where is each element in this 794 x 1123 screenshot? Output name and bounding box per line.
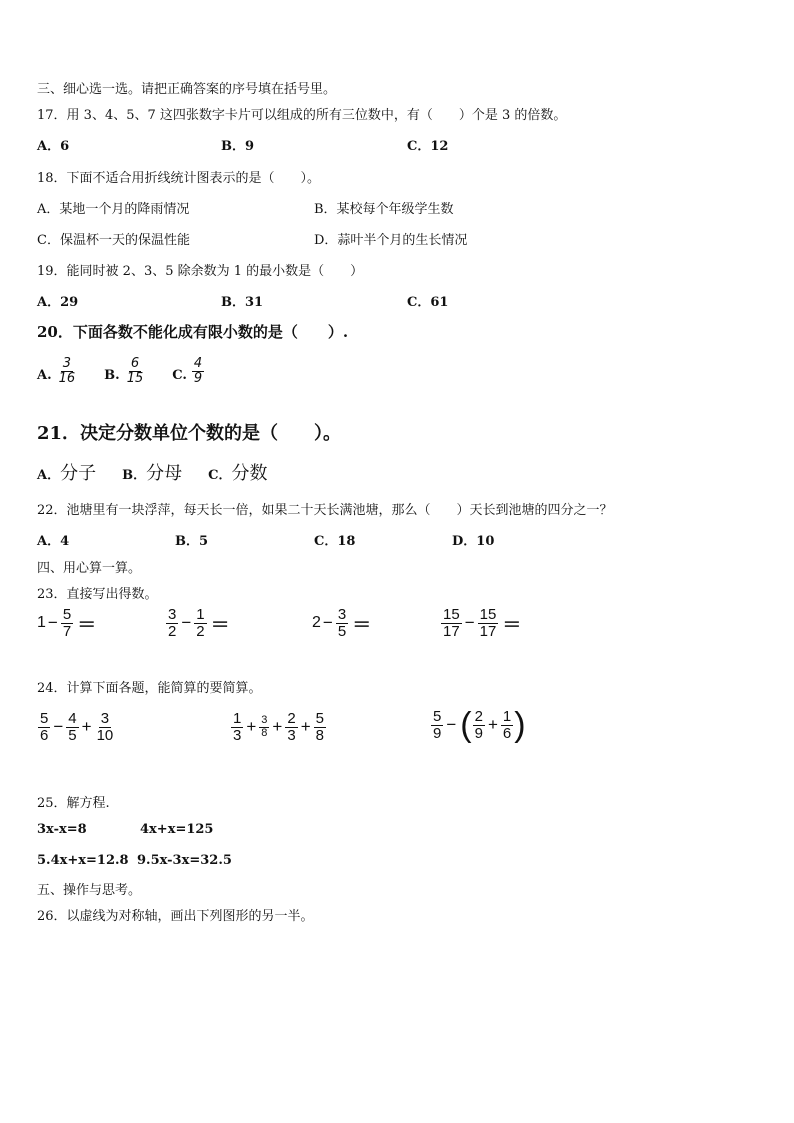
- q21-option-a-label: A．: [37, 468, 61, 483]
- q25-equation-2: 4x+x=125: [140, 822, 214, 837]
- q21-option-c-text: 分数: [231, 463, 268, 484]
- q19-option-c: C．61: [407, 295, 449, 310]
- q24-expression-1: $\frac{5}{6}$ − $\frac{4}{5}$ + $\frac{3}{10}$: [40, 710, 114, 744]
- question-19: 19．能同时被 2、3、5 除余数为 1 的最小数是（ ）: [37, 264, 364, 279]
- q22-option-a: A．4: [37, 534, 70, 549]
- q23-expression-3: 2 − $\frac{3}{5}$ ＝: [312, 606, 372, 640]
- q17-option-a: A．6: [37, 139, 70, 154]
- q25-equation-1: 3x-x=8: [37, 822, 87, 837]
- q18-option-c: C．保温杯一天的保温性能: [37, 233, 190, 248]
- q22-option-b: B．5: [175, 534, 209, 549]
- q18-option-d: D．蒜叶半个月的生长情况: [314, 233, 468, 248]
- q21-option-c-label: C．: [208, 468, 232, 483]
- question-17: 17．用 3、4、5、7 这四张数字卡片可以组成的所有三位数中，有（ ）个是 3 的倍数。: [37, 108, 567, 123]
- q19-option-a: A．29: [37, 295, 79, 310]
- q23-expression-2: $\frac{3}{2}$ − $\frac{1}{2}$ ＝: [168, 606, 230, 640]
- q20-option-a-fraction: $\frac{3}{16}$: [58, 356, 76, 386]
- question-22: 22．池塘里有一块浮萍，每天长一倍，如果二十天长满池塘，那么（ ）天长到池塘的四分之一？: [37, 503, 613, 518]
- question-23: 23．直接写出得数。: [37, 587, 158, 602]
- q23-expression-4: $\frac{15}{17}$ − $\frac{15}{17}$ ＝: [443, 606, 522, 640]
- q24-expression-3: $\frac{5}{9}$ − ( $\frac{2}{9}$ + $\frac{1}{6}$ ): [433, 706, 526, 744]
- q25-equation-4: 9.5x-3x=32.5: [137, 853, 232, 868]
- question-20: 20．下面各数不能化成有限小数的是（ ）.: [37, 323, 349, 341]
- question-26: 26．以虚线为对称轴，画出下列图形的另一半。: [37, 909, 314, 924]
- q18-option-a: A．某地一个月的降雨情况: [37, 202, 190, 217]
- q21-option-b-text: 分母: [146, 463, 183, 484]
- question-25: 25．解方程.: [37, 796, 110, 811]
- question-21: 21．决定分数单位个数的是（ ）。: [37, 423, 342, 444]
- question-24: 24．计算下面各题，能简算的要简算。: [37, 681, 262, 696]
- section-heading-5: 五、操作与思考。: [37, 883, 142, 898]
- q23-expression-1: 1 − $\frac{5}{7}$ ＝: [37, 606, 97, 640]
- q18-option-b: B．某校每个年级学生数: [314, 202, 454, 217]
- section-heading-3: 三、细心选一选。请把正确答案的序号填在括号里。: [37, 82, 337, 97]
- q17-option-c: C．12: [407, 139, 449, 154]
- q20-option-b-fraction: $\frac{6}{15}$: [126, 356, 144, 386]
- q21-options: [37, 459, 267, 485]
- section-heading-4: 四、用心算一算。: [37, 561, 142, 576]
- q25-equation-3: 5.4x+x=12.8: [37, 853, 129, 868]
- q17-option-b: B．9: [221, 139, 255, 154]
- question-18: 18．下面不适合用折线统计图表示的是（ ）。: [37, 171, 321, 186]
- q21-option-a-text: 分子: [60, 463, 97, 484]
- q20-option-c-label: C.: [172, 368, 187, 384]
- q22-option-d: D．10: [452, 534, 495, 549]
- q19-option-b: B．31: [221, 295, 264, 310]
- q21-option-b-label: B．: [122, 468, 147, 483]
- q20-option-b-label: B.: [104, 368, 120, 384]
- q20-options: [37, 357, 205, 385]
- q24-expression-2: $\frac{1}{3}$ + $\frac{3}{8}$ + $\frac{2}{3}$ + $\frac{5}{8}$: [233, 710, 324, 744]
- q20-option-a-label: A.: [37, 368, 52, 384]
- q22-option-c: C．18: [314, 534, 356, 549]
- q20-option-c-fraction: $\frac{4}{9}$: [193, 356, 203, 386]
